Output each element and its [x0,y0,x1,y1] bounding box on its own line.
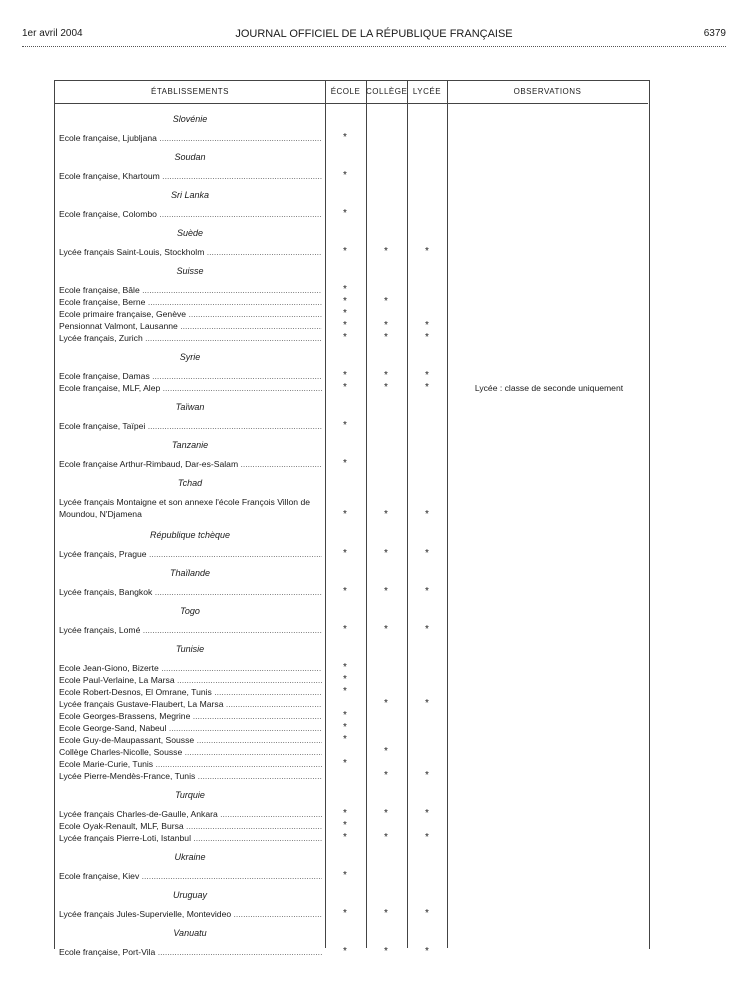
college-mark: * [384,370,388,381]
country-heading: Ukraine [174,852,206,862]
ecole-mark: * [343,382,347,393]
establishment-name: Ecole Paul-Verlaine, La Marsa ..... [59,674,322,686]
lycee-mark: * [425,382,429,393]
establishment-name: Ecole française, Port-Vila ..... [59,946,322,958]
establishment-name: Ecole primaire française, Genève ..... [59,308,322,320]
lycee-mark: * [425,808,429,819]
page-number: 6379 [703,28,726,39]
college-mark: * [384,624,388,635]
ecole-mark: * [343,370,347,381]
ecole-mark: * [343,674,347,685]
country-heading: Tunisie [175,644,205,654]
column-header-etablissements: ÉTABLISSEMENTS [151,87,229,96]
ecole-mark: * [343,332,347,343]
establishment-name: Ecole française, Damas ..... [59,370,322,382]
lycee-mark: * [425,624,429,635]
lycee-mark: * [425,832,429,843]
establishment-name: Lycée français Charles-de-Gaulle, Ankara ..... [59,808,322,820]
country-heading: Slovénie [172,114,208,124]
establishment-name: Ecole française, MLF, Alep ..... [59,382,322,394]
ecole-mark: * [343,734,347,745]
lycee-mark: * [425,246,429,257]
college-mark: * [384,808,388,819]
ecole-mark: * [343,820,347,831]
establishment-name: Lycée français Montaigne et son annexe l'école François Villon de Moundou, N'Djamena ..... [59,496,322,522]
college-mark: * [384,246,388,257]
ecole-mark: * [343,458,347,469]
column-header-ecole: ÉCOLE [330,87,361,96]
college-mark: * [384,332,388,343]
country-heading: Suède [176,228,204,238]
lycee-mark: * [425,586,429,597]
establishment-name: Ecole George-Sand, Nabeul ..... [59,722,322,734]
lycee-mark: * [425,548,429,559]
establishment-name: Lycée français Pierre-Loti, Istanbul ..... [59,832,322,844]
establishment-name: Lycée français, Prague ..... [59,548,322,560]
column-divider [447,80,448,948]
ecole-mark: * [343,758,347,769]
ecole-mark: * [343,509,347,520]
college-mark: * [384,770,388,781]
country-heading: Tanzanie [171,440,209,450]
ecole-mark: * [343,284,347,295]
establishment-name: Lycée français Saint-Louis, Stockholm ..... [59,246,322,258]
country-heading: Soudan [174,152,206,162]
ecole-mark: * [343,686,347,697]
establishment-name: Ecole Marie-Curie, Tunis ..... [59,758,322,770]
establishment-name: Lycée français, Lomé ..... [59,624,322,636]
establishment-name: Ecole Jean-Giono, Bizerte ..... [59,662,322,674]
lycee-mark: * [425,509,429,520]
ecole-mark: * [343,722,347,733]
ecole-mark: * [343,946,347,957]
establishment-name: Lycée français Gustave-Flaubert, La Marsa ..... [59,698,322,710]
ecole-mark: * [343,808,347,819]
ecole-mark: * [343,586,347,597]
country-heading: Syrie [179,352,201,362]
establishment-name: Ecole Georges-Brassens, Megrine ..... [59,710,322,722]
country-heading: Tchad [177,478,203,488]
country-heading: République tchèque [149,530,231,540]
issue-date: 1er avril 2004 [22,28,83,39]
country-heading: Uruguay [172,890,208,900]
lycee-mark: * [425,370,429,381]
ecole-mark: * [343,296,347,307]
ecole-mark: * [343,662,347,673]
observation-text: Lycée : classe de seconde uniquement [474,383,624,393]
establishment-name: Ecole Oyak-Renault, MLF, Bursa ..... [59,820,322,832]
establishment-name: Ecole française, Kiev ..... [59,870,322,882]
lycee-mark: * [425,770,429,781]
college-mark: * [384,586,388,597]
country-heading: Vanuatu [173,928,207,938]
establishment-name: Ecole française, Khartoum ..... [59,170,322,182]
country-heading: Togo [180,606,200,616]
ecole-mark: * [343,246,347,257]
journal-title: JOURNAL OFFICIEL DE LA RÉPUBLIQUE FRANÇAISE [235,28,513,40]
ecole-mark: * [343,710,347,721]
lycee-mark: * [425,908,429,919]
establishment-name: Ecole française, Bâle ..... [59,284,322,296]
college-mark: * [384,746,388,757]
establishment-name: Ecole française, Ljubljana ..... [59,132,322,144]
ecole-mark: * [343,420,347,431]
establishment-name: Lycée français, Bangkok ..... [59,586,322,598]
lycee-mark: * [425,332,429,343]
establishment-name: Ecole Guy-de-Maupassant, Sousse ..... [59,734,322,746]
establishment-name: Ecole française, Colombo ..... [59,208,322,220]
college-mark: * [384,832,388,843]
establishment-name: Ecole Robert-Desnos, El Omrane, Tunis ..... [59,686,322,698]
ecole-mark: * [343,170,347,181]
lycee-mark: * [425,698,429,709]
ecole-mark: * [343,908,347,919]
establishment-name: Lycée français Jules-Supervielle, Montevideo ..... [59,908,322,920]
ecole-mark: * [343,870,347,881]
column-divider [366,80,367,948]
establishment-name: Lycée français, Zurich ..... [59,332,322,344]
college-mark: * [384,382,388,393]
column-header-college: COLLÈGE [366,87,408,96]
country-heading: Turquie [175,790,205,800]
column-header-observations: OBSERVATIONS [513,87,582,96]
page-header [22,28,726,44]
lycee-mark: * [425,320,429,331]
college-mark: * [384,509,388,520]
establishment-name: Ecole française, Taïpei ..... [59,420,322,432]
column-divider [407,80,408,948]
ecole-mark: * [343,624,347,635]
college-mark: * [384,548,388,559]
lycee-mark: * [425,946,429,957]
establishment-name: Lycée Pierre-Mendès-France, Tunis ..... [59,770,322,782]
country-heading: Thaïlande [169,568,211,578]
header-rule-table [54,103,648,104]
ecole-mark: * [343,548,347,559]
ecole-mark: * [343,832,347,843]
establishment-name: Ecole française Arthur-Rimbaud, Dar-es-Salam ..... [59,458,322,470]
college-mark: * [384,698,388,709]
ecole-mark: * [343,132,347,143]
establishment-name: Ecole française, Berne ..... [59,296,322,308]
college-mark: * [384,908,388,919]
college-mark: * [384,946,388,957]
ecole-mark: * [343,320,347,331]
column-divider [325,80,326,948]
establishment-name: Pensionnat Valmont, Lausanne ..... [59,320,322,332]
ecole-mark: * [343,308,347,319]
column-header-lycee: LYCÉE [412,87,442,96]
header-rule [22,46,726,47]
country-heading: Sri Lanka [170,190,210,200]
country-heading: Taïwan [175,402,205,412]
college-mark: * [384,296,388,307]
establishment-name: Collège Charles-Nicolle, Sousse ..... [59,746,322,758]
ecole-mark: * [343,208,347,219]
country-heading: Suisse [176,266,204,276]
college-mark: * [384,320,388,331]
